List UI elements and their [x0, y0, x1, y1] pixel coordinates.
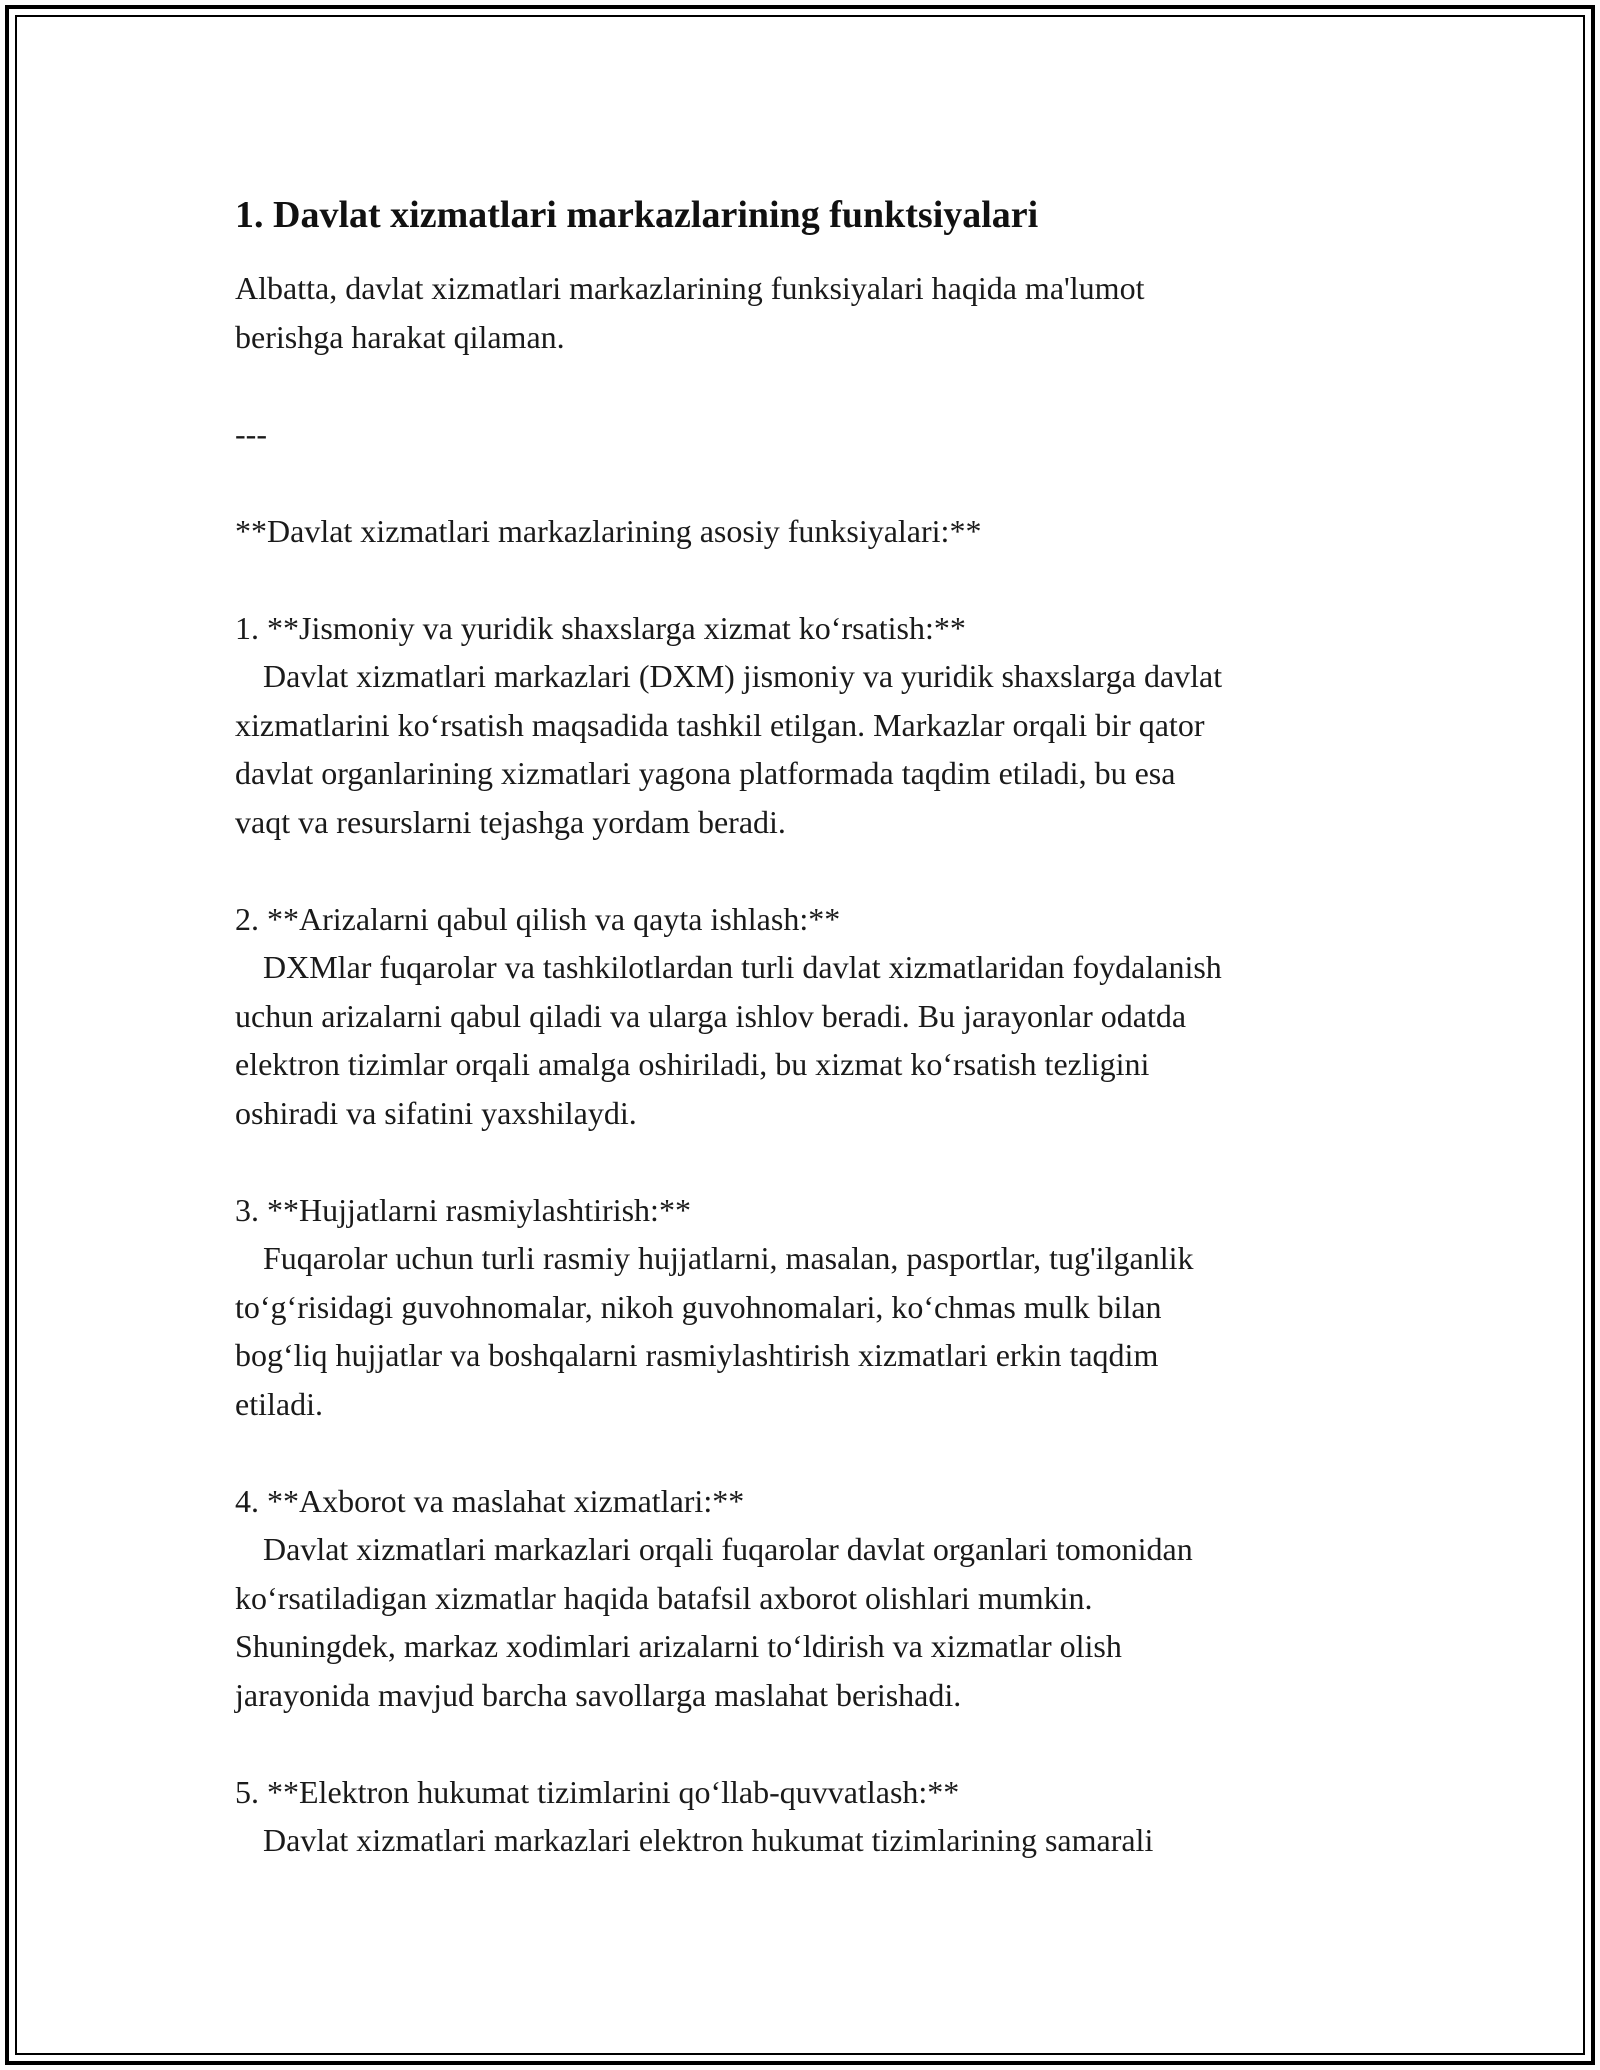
section-subheading: **Davlat xizmatlari markazlarining asosiy funksiyalari:**: [235, 512, 982, 549]
list-item-heading: 2. **Arizalarni qabul qilish va qayta ishlash:**: [235, 900, 841, 937]
list-item-heading: 4. **Axborot va maslahat xizmatlari:**: [235, 1482, 745, 1519]
spacer: [235, 1137, 1395, 1186]
spacer: [235, 846, 1395, 895]
spacer: [235, 458, 1395, 507]
document-title: 1. Davlat xizmatlari markazlarining funktsiyalari: [235, 194, 1039, 236]
spacer: [235, 361, 1395, 410]
list-item: [235, 1186, 1395, 1429]
list-item-body: Fuqarolar uchun turli rasmiy hujjatlarni, masalan, pasportlar, tug'ilganlik toʻgʻrisidagi guvohnomalar, nikoh guvohnomalari, koʻchmas mulk bilan bogʻliq hujjatlar va boshqalarni rasmiylashtirish xizmatlari erkin taqdim etiladi.: [235, 1240, 1194, 1422]
list-item-body: Davlat xizmatlari markazlari elektron hukumat tizimlarining samarali: [263, 1822, 1154, 1858]
separator-line: ---: [235, 415, 267, 452]
list-item-body: Davlat xizmatlari markazlari (DXM) jismoniy va yuridik shaxslarga davlat xizmatlarini koʻrsatish maqsadida tashkil etilgan. Markazlar orqali bir qator davlat organlarining xizmatlari yagona platformada taqdim etiladi, bu esa vaqt va resurslarni tejashga yordam beradi.: [235, 658, 1223, 840]
document-content: [235, 188, 1395, 1865]
list-item: [235, 895, 1395, 1138]
list-item: [235, 1768, 1395, 1865]
list-item: [235, 604, 1395, 847]
list-item-heading: 5. **Elektron hukumat tizimlarini qoʻllab-quvvatlash:**: [235, 1773, 960, 1810]
spacer: [235, 1719, 1395, 1768]
list-item: [235, 1477, 1395, 1720]
spacer: [235, 1428, 1395, 1477]
list-item-body: Davlat xizmatlari markazlari orqali fuqarolar davlat organlari tomonidan koʻrsatiladigan xizmatlar haqida batafsil axborot olishlari mumkin. Shuningdek, markaz xodimlari arizalarni toʻldirish va xizmatlar olish jarayonida mavjud barcha savollarga maslahat berishadi.: [235, 1531, 1193, 1713]
spacer: [235, 555, 1395, 604]
list-item-heading: 3. **Hujjatlarni rasmiylashtirish:**: [235, 1191, 691, 1228]
list-item-heading: 1. **Jismoniy va yuridik shaxslarga xizmat koʻrsatish:**: [235, 609, 966, 646]
intro-paragraph: Albatta, davlat xizmatlari markazlarining funksiyalari haqida ma'lumot berishga harakat qilaman.: [235, 270, 1145, 355]
list-item-body: DXMlar fuqarolar va tashkilotlardan turli davlat xizmatlaridan foydalanish uchun arizalarni qabul qiladi va ularga ishlov beradi. Bu jarayonlar odatda elektron tizimlar orqali amalga oshiriladi, bu xizmat koʻrsatish tezligini oshiradi va sifatini yaxshilaydi.: [235, 949, 1222, 1131]
